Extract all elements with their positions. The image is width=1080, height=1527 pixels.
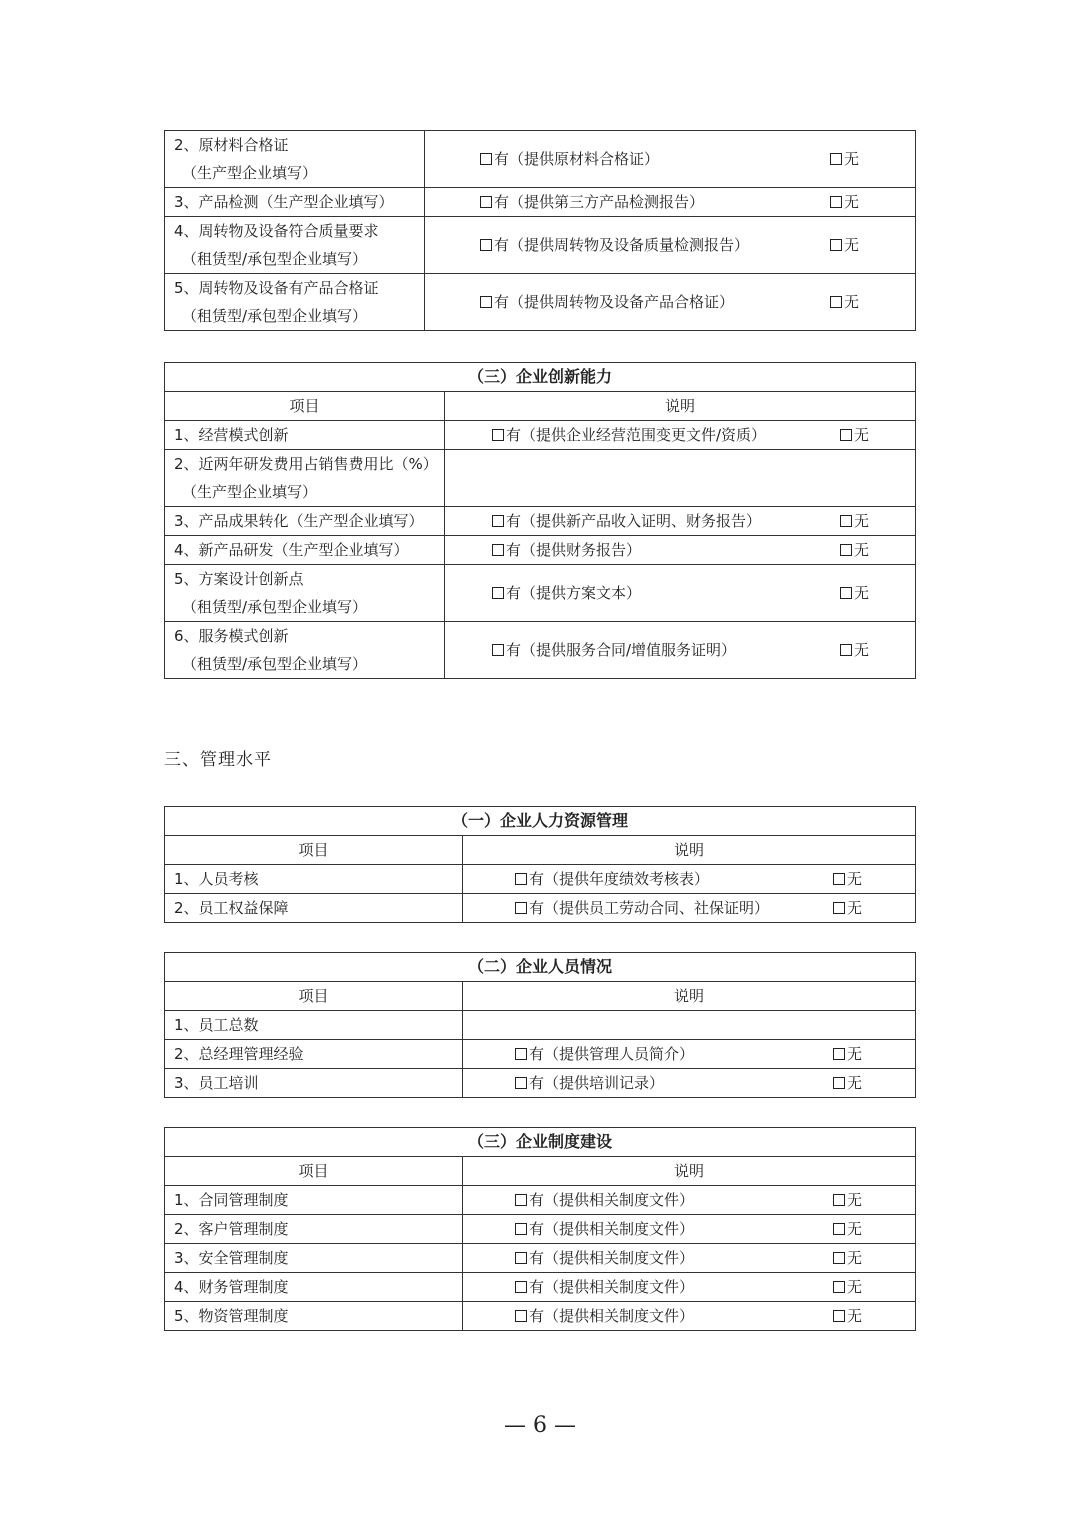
checkbox-icon[interactable] (833, 1281, 845, 1293)
row-item-label (165, 1244, 463, 1273)
no-option[interactable] (830, 231, 859, 259)
no-option-label: 无 (847, 1249, 863, 1267)
row-description (445, 622, 916, 679)
row-description (425, 217, 916, 274)
no-option[interactable] (833, 1244, 862, 1272)
item-text-line: 5、物资管理制度 (174, 1307, 289, 1325)
item-text-line: （生产型企业填写） (182, 164, 318, 182)
checkbox-icon[interactable] (492, 587, 504, 599)
checkbox-icon[interactable] (492, 644, 504, 656)
checkbox-icon[interactable] (833, 873, 845, 885)
table-row (165, 865, 916, 894)
item-text-line: 2、员工权益保障 (174, 899, 289, 917)
yes-option[interactable] (515, 894, 769, 922)
row-item-label (165, 1215, 463, 1244)
column-header-row (165, 392, 916, 421)
no-option-label: 无 (854, 541, 870, 559)
item-text-line: 5、周转物及设备有产品合格证 (174, 279, 379, 297)
table-row (165, 217, 916, 274)
row-description (463, 1244, 916, 1273)
column-header-description: 说明 (463, 836, 916, 865)
yes-option[interactable] (515, 865, 709, 893)
checkbox-icon[interactable] (840, 544, 852, 556)
row-item-label (165, 565, 445, 622)
table-row (165, 1273, 916, 1302)
row-item-label (165, 1069, 463, 1098)
item-text-line: （生产型企业填写） (182, 483, 318, 501)
table-row (165, 188, 916, 217)
row-item-label (165, 1011, 463, 1040)
no-option-label: 无 (854, 641, 870, 659)
yes-option-label: 有（提供相关制度文件） (529, 1307, 695, 1325)
yes-option[interactable] (492, 636, 736, 664)
item-text-line: （租赁型/承包型企业填写） (182, 307, 368, 325)
yes-option-label: 有（提供新产品收入证明、财务报告） (506, 512, 762, 530)
table-row (165, 1302, 916, 1331)
row-item-label (165, 1040, 463, 1069)
yes-option[interactable] (515, 1186, 694, 1214)
checkbox-icon[interactable] (840, 587, 852, 599)
checkbox-icon[interactable] (515, 1048, 527, 1060)
checkbox-icon[interactable] (515, 1281, 527, 1293)
no-option[interactable] (830, 145, 859, 173)
checkbox-icon[interactable] (492, 429, 504, 441)
yes-option-label: 有（提供第三方产品检测报告） (494, 193, 705, 211)
column-header-item: 项目 (165, 982, 463, 1011)
checkbox-icon[interactable] (480, 153, 492, 165)
no-option[interactable] (833, 1302, 862, 1330)
table-title: （三）企业创新能力 (165, 363, 916, 392)
row-description (463, 1040, 916, 1069)
section-title: 三、管理水平 (164, 750, 272, 770)
table-title-row (165, 363, 916, 392)
table-title-row (165, 953, 916, 982)
no-option[interactable] (833, 1186, 862, 1214)
column-header-item: 项目 (165, 392, 445, 421)
table-title: （一）企业人力资源管理 (165, 807, 916, 836)
checkbox-icon[interactable] (833, 1077, 845, 1089)
yes-option[interactable] (480, 188, 704, 216)
no-option-label: 无 (854, 426, 870, 444)
row-description (445, 565, 916, 622)
no-option-label: 无 (847, 1278, 863, 1296)
staff-table (164, 952, 916, 1098)
yes-option-label: 有（提供企业经营范围变更文件/资质） (506, 426, 767, 444)
table-row (165, 507, 916, 536)
row-description (445, 450, 916, 507)
checkbox-icon[interactable] (515, 873, 527, 885)
yes-option-label: 有（提供年度绩效考核表） (529, 870, 710, 888)
no-option-label: 无 (847, 1307, 863, 1325)
no-option[interactable] (833, 865, 862, 893)
no-option-label: 无 (844, 150, 860, 168)
no-option-label: 无 (847, 1191, 863, 1209)
row-description (463, 865, 916, 894)
yes-option[interactable] (492, 507, 761, 535)
item-text-line: 1、人员考核 (174, 870, 259, 888)
table-row (165, 894, 916, 923)
no-option[interactable] (833, 1069, 862, 1097)
no-option-label: 无 (847, 1220, 863, 1238)
row-item-label (165, 865, 463, 894)
item-text-line: （租赁型/承包型企业填写） (182, 250, 368, 268)
no-option[interactable] (840, 507, 869, 535)
checkbox-icon[interactable] (492, 544, 504, 556)
yes-option-label: 有（提供周转物及设备质量检测报告） (494, 236, 750, 254)
item-text-line: 1、员工总数 (174, 1016, 259, 1034)
table-row (165, 274, 916, 331)
checkbox-icon[interactable] (830, 196, 842, 208)
yes-option[interactable] (492, 579, 641, 607)
row-item-label (165, 1273, 463, 1302)
checkbox-icon[interactable] (833, 902, 845, 914)
checkbox-icon[interactable] (515, 1194, 527, 1206)
checkbox-icon[interactable] (840, 515, 852, 527)
yes-option[interactable] (515, 1302, 694, 1330)
hr-management-table (164, 806, 916, 923)
yes-option-label: 有（提供相关制度文件） (529, 1220, 695, 1238)
table-title-row (165, 807, 916, 836)
row-item-label (165, 1302, 463, 1331)
row-description (463, 1186, 916, 1215)
column-header-row (165, 836, 916, 865)
checkbox-icon[interactable] (830, 153, 842, 165)
yes-option[interactable] (515, 1040, 694, 1068)
no-option[interactable] (833, 1215, 862, 1243)
row-description (463, 1069, 916, 1098)
row-description (445, 507, 916, 536)
row-description (425, 274, 916, 331)
no-option[interactable] (840, 636, 869, 664)
yes-option-label: 有（提供管理人员简介） (529, 1045, 695, 1063)
no-option[interactable] (833, 1040, 862, 1068)
item-text-line: 4、周转物及设备符合质量要求 (174, 222, 379, 240)
row-description (425, 131, 916, 188)
yes-option[interactable] (515, 1215, 694, 1243)
item-text-line: 3、产品成果转化（生产型企业填写） (174, 512, 424, 530)
row-item-label (165, 274, 425, 331)
item-text-line: 1、合同管理制度 (174, 1191, 289, 1209)
row-item-label (165, 1186, 463, 1215)
no-option-label: 无 (854, 512, 870, 530)
checkbox-icon[interactable] (480, 196, 492, 208)
checkbox-icon[interactable] (840, 644, 852, 656)
yes-option[interactable] (480, 231, 749, 259)
item-text-line: 1、经营模式创新 (174, 426, 289, 444)
checkbox-icon[interactable] (515, 902, 527, 914)
item-text-line: 3、员工培训 (174, 1074, 259, 1092)
row-description (445, 536, 916, 565)
yes-option[interactable] (515, 1069, 664, 1097)
row-item-label (165, 421, 445, 450)
table-row (165, 1244, 916, 1273)
item-text-line: 3、安全管理制度 (174, 1249, 289, 1267)
checkbox-icon[interactable] (833, 1048, 845, 1060)
yes-option-label: 有（提供服务合同/增值服务证明） (506, 641, 737, 659)
checkbox-icon[interactable] (480, 296, 492, 308)
table-row (165, 1069, 916, 1098)
yes-option-label: 有（提供相关制度文件） (529, 1191, 695, 1209)
no-option[interactable] (830, 188, 859, 216)
item-text-line: 2、原材料合格证 (174, 136, 289, 154)
no-option-label: 无 (844, 293, 860, 311)
item-text-line: （租赁型/承包型企业填写） (182, 598, 368, 616)
yes-option[interactable] (492, 421, 766, 449)
checkbox-icon[interactable] (515, 1252, 527, 1264)
yes-option-label: 有（提供相关制度文件） (529, 1249, 695, 1267)
yes-option-label: 有（提供财务报告） (506, 541, 642, 559)
yes-option-label: 有（提供培训记录） (529, 1074, 665, 1092)
table-title: （二）企业人员情况 (165, 953, 916, 982)
item-text-line: 2、近两年研发费用占销售费用比（%） (174, 455, 438, 473)
checkbox-icon[interactable] (833, 1310, 845, 1322)
table-row (165, 1186, 916, 1215)
row-description (463, 1215, 916, 1244)
yes-option[interactable] (515, 1273, 694, 1301)
checkbox-icon[interactable] (480, 239, 492, 251)
system-building-table (164, 1127, 916, 1331)
table-row (165, 565, 916, 622)
no-option-label: 无 (847, 1045, 863, 1063)
yes-option-label: 有（提供方案文本） (506, 584, 642, 602)
item-text-line: （租赁型/承包型企业填写） (182, 655, 368, 673)
checkbox-icon[interactable] (833, 1223, 845, 1235)
row-item-label (165, 894, 463, 923)
table-row (165, 421, 916, 450)
yes-option[interactable] (480, 288, 734, 316)
item-text-line: 3、产品检测（生产型企业填写） (174, 193, 394, 211)
row-item-label (165, 536, 445, 565)
item-text-line: 5、方案设计创新点 (174, 570, 304, 588)
table-row (165, 1215, 916, 1244)
item-text-line: 6、服务模式创新 (174, 627, 289, 645)
item-text-line: 4、新产品研发（生产型企业填写） (174, 541, 409, 559)
yes-option[interactable] (492, 536, 641, 564)
no-option-label: 无 (844, 193, 860, 211)
table-row (165, 1011, 916, 1040)
column-header-description: 说明 (463, 1157, 916, 1186)
no-option-label: 无 (854, 584, 870, 602)
checkbox-icon[interactable] (833, 1252, 845, 1264)
row-description (463, 1302, 916, 1331)
no-option-label: 无 (847, 1074, 863, 1092)
row-item-label (165, 507, 445, 536)
page-number: — 6 — (504, 1413, 576, 1438)
row-item-label (165, 450, 445, 507)
no-option[interactable] (833, 1273, 862, 1301)
table-title: （三）企业制度建设 (165, 1128, 916, 1157)
checkbox-icon[interactable] (840, 429, 852, 441)
item-text-line: 2、客户管理制度 (174, 1220, 289, 1238)
row-description (445, 421, 916, 450)
innovation-table (164, 362, 916, 679)
row-description (425, 188, 916, 217)
row-item-label (165, 217, 425, 274)
row-description (463, 894, 916, 923)
column-header-description: 说明 (445, 392, 916, 421)
column-header-item: 项目 (165, 1157, 463, 1186)
checkbox-icon[interactable] (515, 1310, 527, 1322)
yes-option-label: 有（提供原材料合格证） (494, 150, 660, 168)
column-header-description: 说明 (463, 982, 916, 1011)
yes-option[interactable] (515, 1244, 694, 1272)
no-option[interactable] (833, 894, 862, 922)
checkbox-icon[interactable] (515, 1077, 527, 1089)
yes-option[interactable] (480, 145, 659, 173)
table-row (165, 131, 916, 188)
row-description (463, 1273, 916, 1302)
row-item-label (165, 188, 425, 217)
column-header-item: 项目 (165, 836, 463, 865)
table-row (165, 1040, 916, 1069)
table-row (165, 450, 916, 507)
checkbox-icon[interactable] (830, 296, 842, 308)
table-row (165, 622, 916, 679)
column-header-row (165, 1157, 916, 1186)
yes-option-label: 有（提供员工劳动合同、社保证明） (529, 899, 770, 917)
row-item-label (165, 131, 425, 188)
row-item-label (165, 622, 445, 679)
no-option-label: 无 (844, 236, 860, 254)
checkbox-icon[interactable] (515, 1223, 527, 1235)
no-option[interactable] (840, 579, 869, 607)
checkbox-icon[interactable] (833, 1194, 845, 1206)
table-title-row (165, 1128, 916, 1157)
no-option-label: 无 (847, 870, 863, 888)
item-text-line: 2、总经理管理经验 (174, 1045, 304, 1063)
no-option[interactable] (840, 536, 869, 564)
yes-option-label: 有（提供相关制度文件） (529, 1278, 695, 1296)
item-text-line: 4、财务管理制度 (174, 1278, 289, 1296)
table-row (165, 536, 916, 565)
column-header-row (165, 982, 916, 1011)
row-description (463, 1011, 916, 1040)
quality-table (164, 130, 916, 331)
no-option-label: 无 (847, 899, 863, 917)
no-option[interactable] (830, 288, 859, 316)
checkbox-icon[interactable] (830, 239, 842, 251)
no-option[interactable] (840, 421, 869, 449)
yes-option-label: 有（提供周转物及设备产品合格证） (494, 293, 735, 311)
checkbox-icon[interactable] (492, 515, 504, 527)
